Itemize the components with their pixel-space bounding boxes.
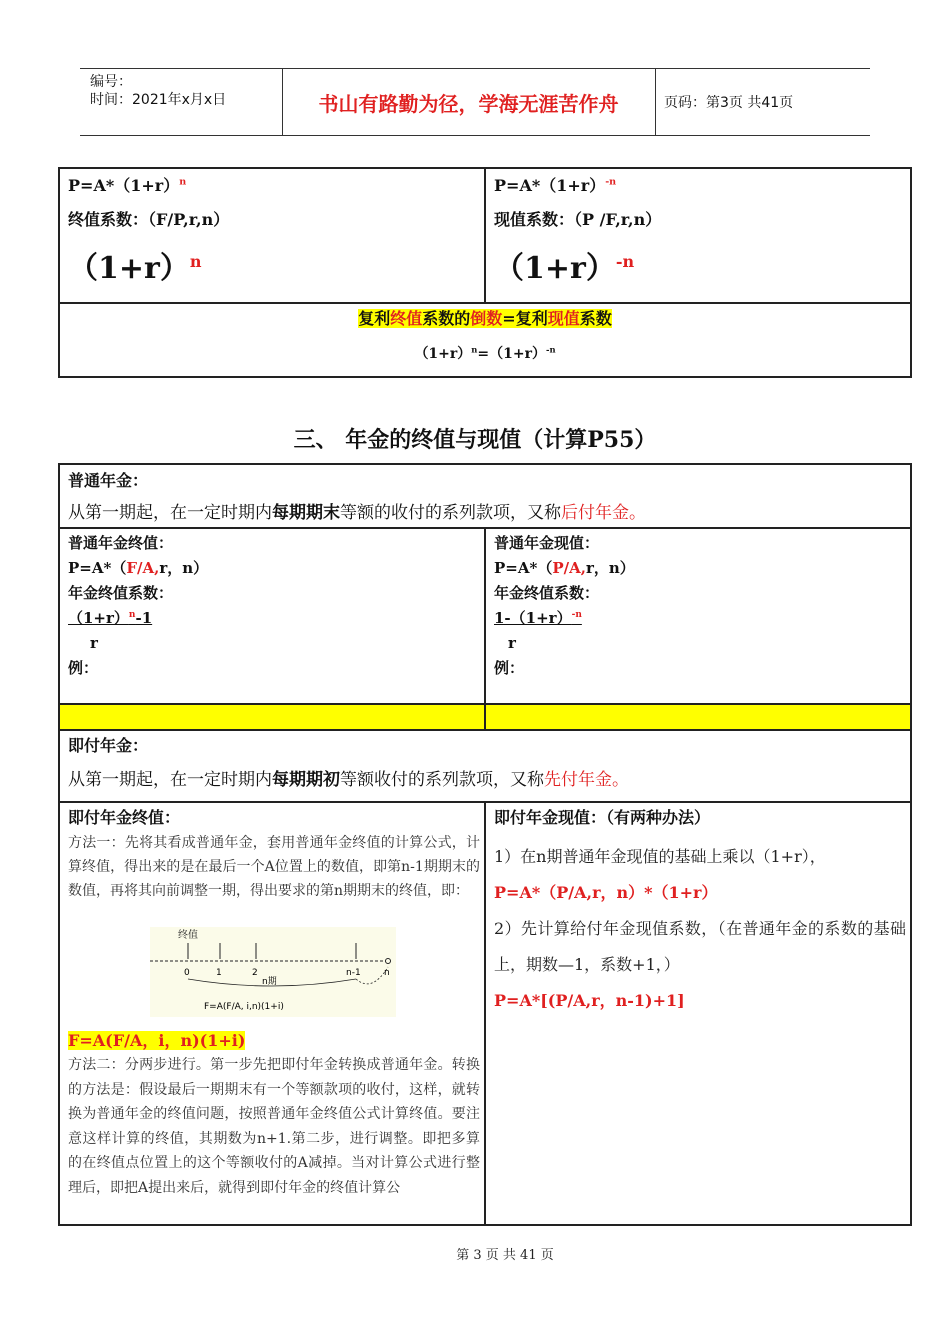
timeline-top-label: 终值 — [178, 930, 198, 941]
timeline-diagram — [150, 927, 396, 1017]
ordinary-fv-coef-label: 年金终值系数： — [68, 584, 174, 602]
due-annuity-title: 即付年金： — [68, 736, 149, 755]
due-pv-method2: 2）先计算给付年金现值系数，（在普通年金的系数的基础上，期数—1，系数+1，） — [494, 919, 906, 974]
reciprocal-statement: 复利终值系数的倒数=复利现值系数 — [358, 309, 612, 328]
fv-big-formula: $(1+r)^n$ — [68, 251, 202, 286]
tick-1: 1 — [216, 968, 222, 978]
timeline-svg — [150, 927, 396, 1017]
page-footer: 第 3 页 共 41 页 — [456, 1248, 554, 1263]
due-annuity-desc: 从第一期起，在一定时期内每期期初等额收付的系列款项，又称先付年金。 — [68, 770, 629, 790]
tick-0: 0 — [184, 968, 190, 978]
header-date: 时间：2021年x月x日 — [90, 92, 227, 108]
due-pv-formula1: P=A*（P/A,r，n）*（1+r） — [494, 883, 718, 902]
ordinary-pv-formula: P=A*（P/A,r，n） — [494, 559, 635, 577]
ordinary-fv-denominator: r — [90, 634, 98, 652]
ordinary-pv-example: 例： — [494, 659, 525, 677]
ordinary-pv-title: 普通年金现值： — [494, 534, 600, 552]
due-fv-title: 即付年金终值： — [68, 808, 181, 827]
due-pv-method1: 1）在n期普通年金现值的基础上乘以（1+r）， — [494, 847, 826, 866]
section-title: 三、 年金的终值与现值（计算P55） — [293, 427, 657, 453]
tick-n: n — [384, 968, 390, 978]
header-motto: 书山有路勤为径，学海无涯苦作舟 — [318, 92, 619, 116]
header-divider — [655, 68, 656, 136]
ordinary-pv-denominator: r — [508, 634, 516, 652]
ordinary-pv-numerator: $1-(1+r)^{-n}$ — [494, 609, 582, 627]
fv-formula: $P=A*(1+r)^n$ — [68, 176, 187, 195]
ordinary-fv-block — [68, 531, 208, 681]
due-fv-method2: 方法二：分两步进行。第一步先把即付年金转换成普通年金。转换的方法是：假设最后一期期末有一个等额款项的收付，这样，就转换为普通年金的终值问题，按照普通年金终值公式计算终值。要注意这样计算的终值，其期数为n+1.第二步，进行调整。即把多算的在终值点位置上的这个等额收付的A减掉。当对计算公式进行整理后，即把A提出来后，就得到即付年金的终值计算公 — [68, 1057, 480, 1196]
due-fv-formula: F=A(F/A，i，n)(1+i) — [68, 1031, 246, 1050]
table-rule — [484, 801, 486, 1226]
header-bottom-rule — [80, 135, 870, 136]
ordinary-fv-title: 普通年金终值： — [68, 534, 174, 552]
ordinary-pv-block — [494, 531, 635, 681]
ordinary-annuity-title: 普通年金： — [68, 471, 149, 490]
tick-n-1: n-1 — [346, 968, 361, 978]
table-rule — [484, 527, 486, 729]
ordinary-fv-formula: P=A*（F/A,r，n） — [68, 559, 209, 577]
reciprocal-equation: $(1+r)^n=(1+r)^{-n}$ — [414, 344, 556, 362]
fv-coefficient: 终值系数：（F/P,r,n） — [68, 210, 230, 229]
compound-table — [58, 167, 912, 378]
table-rule — [484, 169, 486, 302]
ordinary-pv-coef-label: 年金终值系数： — [494, 584, 600, 602]
table-rule — [60, 729, 910, 731]
due-fv-method1: 方法一：先将其看成普通年金，套用普通年金终值的计算公式，计算终值，得出来的是在最后一个A位置上的数值，即第n-1期期末的数值，再将其向前调整一期，得出要求的第n期期末的终值，即： — [68, 835, 480, 899]
due-pv-block — [494, 839, 906, 1019]
due-pv-formula2: P=A*[(P/A,r，n-1)+1] — [494, 991, 685, 1010]
table-rule — [60, 302, 910, 304]
diagram-formula: F=A(F/A, i,n)(1+i) — [204, 1002, 284, 1012]
pv-formula: $P=A*(1+r)^{-n}$ — [494, 176, 617, 195]
period-label: n期 — [262, 977, 277, 987]
header-number: 编号： — [90, 74, 132, 90]
header-top-rule — [80, 68, 870, 69]
ordinary-fv-numerator: $(1+r)^n-1$ — [68, 609, 153, 627]
pv-coefficient: 现值系数：（P /F,r,n） — [494, 210, 662, 229]
ordinary-annuity-desc: 从第一期起，在一定时期内每期期末等额的收付的系列款项，又称后付年金。 — [68, 503, 646, 523]
annuity-table — [58, 463, 912, 1226]
ordinary-fv-example: 例： — [68, 659, 99, 677]
header-page: 页码：第3页 共41页 — [664, 95, 794, 111]
pv-big-formula: $(1+r)^{-n}$ — [494, 251, 635, 286]
tick-2: 2 — [252, 968, 258, 978]
due-pv-title: 即付年金现值：（有两种办法） — [494, 808, 711, 827]
